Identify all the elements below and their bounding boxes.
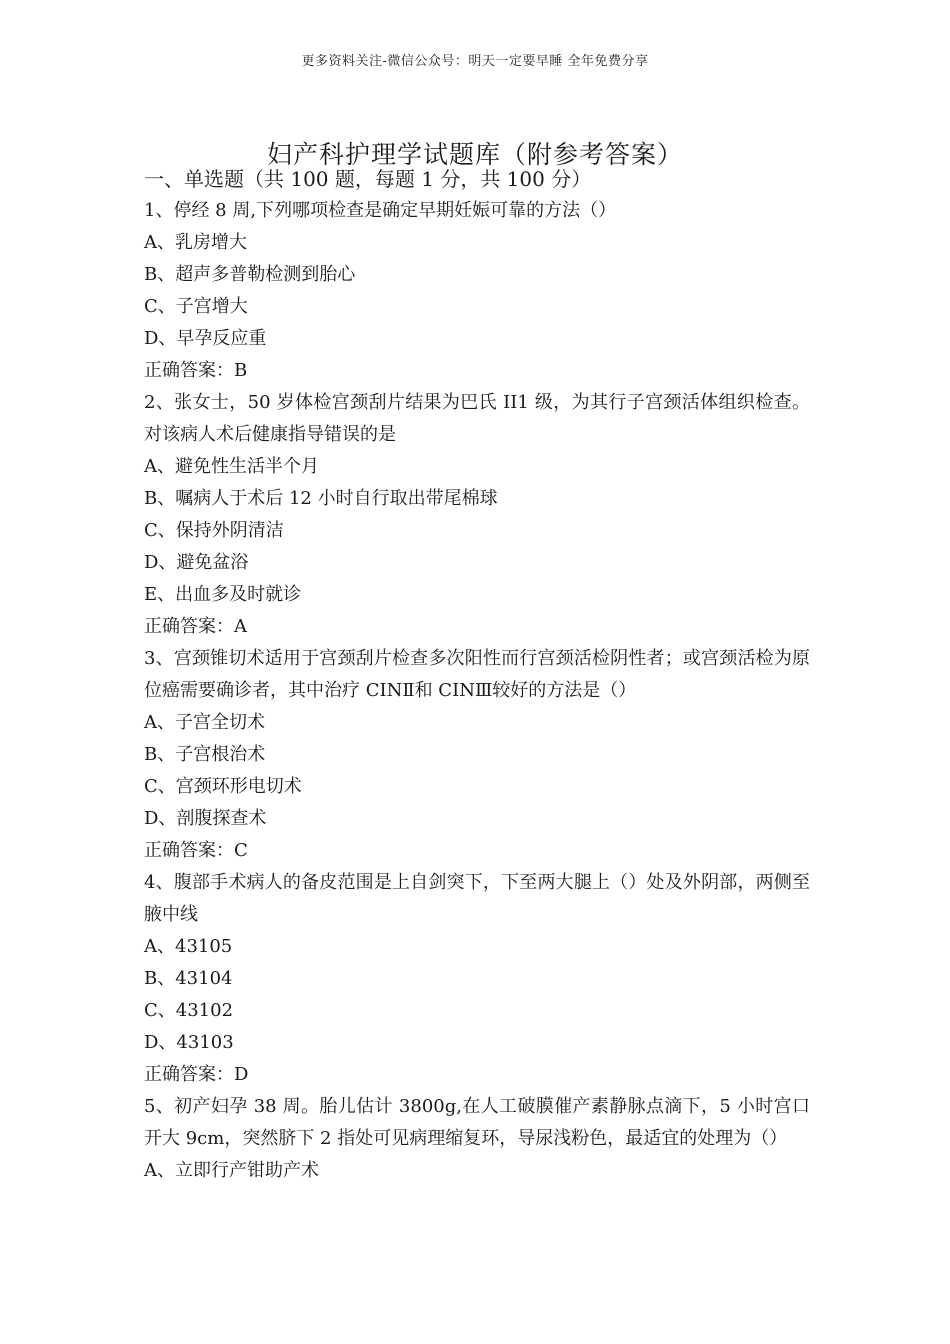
option-c: C、43102 <box>144 1000 234 1021</box>
option-a: A、立即行产钳助产术 <box>144 1160 319 1181</box>
correct-answer: 正确答案：A <box>144 616 247 637</box>
option-c: C、宫颈环形电切术 <box>144 776 302 797</box>
correct-answer: 正确答案：C <box>144 840 248 861</box>
option-d: D、剖腹探查术 <box>144 808 267 829</box>
question-stem: 2、张女士，50 岁体检宫颈刮片结果为巴氏 II1 级，为其行子宫颈活体组织检查。对该病人术后健康指导错误的是 <box>144 392 810 445</box>
option-d: D、早孕反应重 <box>144 328 267 349</box>
option-d: D、43103 <box>144 1032 234 1053</box>
option-a: A、43105 <box>144 936 233 957</box>
question-list <box>144 195 810 1187</box>
option-b: B、嘱病人于术后 12 小时自行取出带尾棉球 <box>144 488 498 509</box>
option-d: D、避免盆浴 <box>144 552 249 573</box>
correct-answer: 正确答案：D <box>144 1064 249 1085</box>
correct-answer: 正确答案：B <box>144 360 248 381</box>
option-c: C、保持外阴清洁 <box>144 520 284 541</box>
option-b: B、43104 <box>144 968 233 989</box>
document-title: 妇产科护理学试题库（附参考答案） <box>266 139 683 169</box>
question-stem: 1、停经 8 周,下列哪项检查是确定早期妊娠可靠的方法（） <box>144 200 617 221</box>
option-a: A、避免性生活半个月 <box>144 456 319 477</box>
question-stem: 3、宫颈锥切术适用于宫颈刮片检查多次阳性而行宫颈活检阴性者；或宫颈活检为原位癌需要确诊者，其中治疗 CINⅡ和 CINⅢ较好的方法是（） <box>144 648 810 701</box>
section-heading: 一、单选题（共 100 题，每题 1 分，共 100 分） <box>144 167 592 191</box>
question-stem: 5、初产妇孕 38 周。胎儿估计 3800g,在人工破膜催产素静脉点滴下，5 小时宫口开大 9cm，突然脐下 2 指处可见病理缩复环，导尿浅粉色，最适宜的处理为（） <box>144 1096 810 1149</box>
option-e: E、出血多及时就诊 <box>144 584 302 605</box>
question-stem: 4、腹部手术病人的备皮范围是上自剑突下，下至两大腿上（）处及外阴部，两侧至腋中线 <box>144 872 810 925</box>
option-b: B、子宫根治术 <box>144 744 266 765</box>
option-a: A、乳房增大 <box>144 232 247 253</box>
option-a: A、子宫全切术 <box>144 712 265 733</box>
option-c: C、子宫增大 <box>144 296 248 317</box>
header-note: 更多资料关注-微信公众号：明天一定要早睡 全年免费分享 <box>301 54 649 69</box>
option-b: B、超声多普勒检测到胎心 <box>144 264 356 285</box>
